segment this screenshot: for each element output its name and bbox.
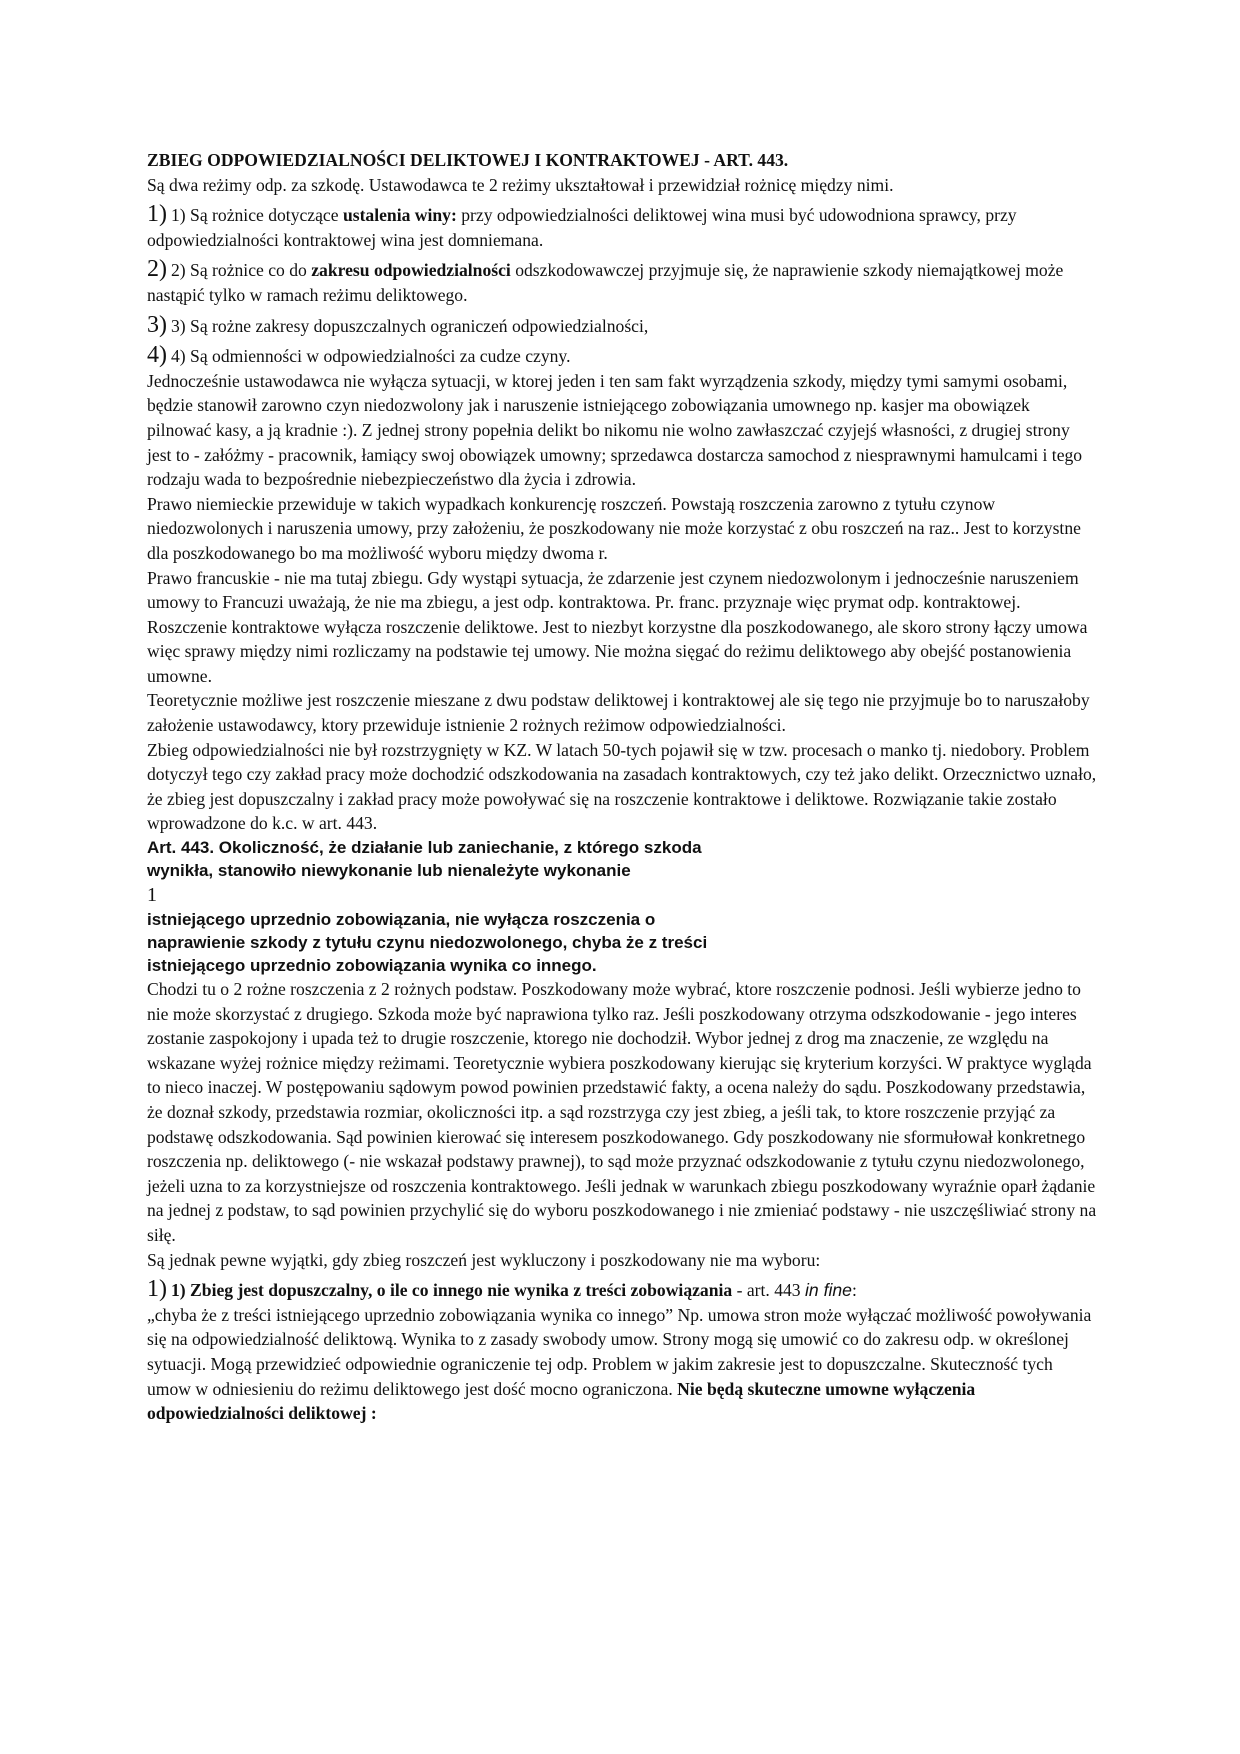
article-quote-line: Art. 443. Okoliczność, że działanie lub zaniechanie, z którego szkoda [147,838,702,858]
document-title: ZBIEG ODPOWIEDZIALNOŚCI DELIKTOWEJ I KONTRAKTOWEJ - ART. 443. [147,150,789,170]
list-item: 3) 3) Są rożne zakresy dopuszczalnych ograniczeń odpowiedzialności, [147,311,649,338]
body-paragraph: Chodzi tu o 2 rożne roszczenia z 2 rożnych podstaw. Poszkodowany może wybrać, ktore roszczenie podnosi. Jeśli wybierze jedno to nie może skorzystać z drugiego. Szkoda może być naprawiona tylko raz. Jeśli poszkodowany otrzyma odszkodowanie - jego interes zostanie zaspokojony i upada też to drugie roszczenie, ktorego nie dochodził. Wybor jednej z drog ma znaczenie, ze względu na wskazane wyżej rożnice między reżimami. Teoretycznie wybiera poszkodowany kierując się kryterium korzyści. W praktyce wygląda to nieco inaczej. W postępowaniu sądowym powod powinien przedstawić fakty, a ocena należy do sądu. Poszkodowany przedstawia, że doznał szkody, przedstawia rozmiar, okoliczności itp. a sąd rozstrzyga czy jest zbieg, a jeśli tak, to ktore roszczenie przyjąć za podstawę odszkodowania. Sąd powinien kierować się interesem poszkodowanego. Gdy poszkodowany nie sformułował konkretnego roszczenia np. deliktowego (- nie wskazał podstawy prawnej), to sąd może przyznać odszkodowanie z tytułu czynu niedozwolonego, jeżeli uzna to za korzystniejsze od roszczenia kontraktowego. Jeśli jednak w warunkach zbiegu poszkodowany wyraźnie oparł żądanie na jednej z podstaw, to sąd powinien przychylić się do wyboru poszkodowanego i nie zmieniać podstawy - nie uszczęśliwiać strony na siłę. [147,979,1097,1245]
body-paragraph: Są jednak pewne wyjątki, gdy zbieg roszczeń jest wykluczony i poszkodowany nie ma wyboru: [147,1249,821,1270]
article-quote-line: wynikła, stanowiło niewykonanie lub nienależyte wykonanie [147,861,631,881]
document-content [147,148,1097,1426]
item-number: 1) [147,201,167,228]
body-paragraph: Zbieg odpowiedzialności nie był rozstrzygnięty w KZ. W latach 50-tych pojawił się w tzw. procesach o manko tj. niedobory. Problem dotyczył tego czy zakład pracy może dochodzić odszkodowania na zasadach kontraktowych, czy też jako delikt. Orzecznictwo uznało, że zbieg jest dopuszczalny i zakład pracy może powoływać się na roszczenie kontraktowe i deliktowe. Rozwiązanie takie zostało wprowadzone do k.c. w art. 443. [147,739,1097,834]
exception-text: „chyba że z treści istniejącego uprzednio zobowiązania wynika co innego” Np. umowa stron może wyłączać możliwość powoływania się na odpowiedzialność deliktową. Wynika to z zasady swobody umow. Strony mogą się umowić co do zakresu odp. w określonej sytuacji. Mogą przewidzieć odpowiednie ograniczenie tej odp. Problem w jakim zakresie jest to dopuszczalne. Skuteczność tych umow w odniesieniu do reżimu deliktowego jest dość mocno ograniczona. Nie będą skuteczne umowne wyłączenia odpowiedzialności deliktowej : [147,1304,1092,1424]
item-number: 1) [147,1276,167,1303]
article-quote-line: istniejącego uprzednio zobowiązania wynika co innego. [147,956,597,976]
article-quote-line: istniejącego uprzednio zobowiązania, nie wyłącza roszczenia o [147,910,656,930]
body-paragraph: Prawo niemieckie przewiduje w takich wypadkach konkurencję roszczeń. Powstają roszczenia zarowno z tytułu czynow niedozwolonych i naruszenia umowy, przy założeniu, że poszkodowany nie może korzystać z obu roszczeń na raz.. Jest to korzystne dla poszkodowanego bo ma możliwość wyboru między dwoma r. [147,493,1081,563]
item-number: 2) [147,256,167,283]
intro-paragraph: Są dwa reżimy odp. za szkodę. Ustawodawca te 2 reżimy ukształtował i przewidział rożnicę między nimi. [147,174,894,195]
body-paragraph: Prawo francuskie - nie ma tutaj zbiegu. Gdy wystąpi sytuacja, że zdarzenie jest czynem niedozwolonym i jednocześnie naruszeniem umowy to Francuzi uważają, że nie ma zbiegu, a jest odp. kontraktowa. Pr. franc. przyznaje więc prymat odp. kontraktowej. Roszczenie kontraktowe wyłącza roszczenie deliktowe. Jest to niezbyt korzystne dla poszkodowanego, ale skoro strony łączy umowa więc sprawy między nimi rozliczamy na podstawie tej umowy. Nie można sięgać do reżimu deliktowego aby obejść postanowienia umowne. [147,567,1088,686]
list-item: 4) 4) Są odmienności w odpowiedzialności za cudze czyny. [147,342,571,369]
item-number: 3) [147,311,167,338]
exception-item: 1) 1) Zbieg jest dopuszczalny, o ile co innego nie wynika z treści zobowiązania - art. 443 in fine: [147,1276,857,1303]
article-quote-line: naprawienie szkody z tytułu czynu niedozwolonego, chyba że z treści [147,933,708,953]
item-number: 4) [147,342,167,369]
body-paragraph: Teoretycznie możliwe jest roszczenie mieszane z dwu podstaw deliktowej i kontraktowej ale się tego nie przyjmuje bo to naruszałoby założenie ustawodawcy, ktory przewiduje istnienie 2 rożnych reżimow odpowiedzialności. [147,690,1090,736]
body-paragraph: Jednocześnie ustawodawca nie wyłącza sytuacji, w ktorej jeden i ten sam fakt wyrządzenia szkody, między tymi samymi osobami, będzie stanowił zarowno czyn niedozwolony jak i naruszenie istniejącego zobowiązania umownego np. kasjer ma obowiązek pilnować kasy, a ją kradnie :). Z jednej strony popełnia delikt bo nikomu nie wolno zawłaszczać czyjejś własności, z drugiej strony jest to - załóżmy - pracownik, łamiący swoj obowiązek umowny; sprzedawca dostarcza samochod z niesprawnymi hamulcami i tego rodzaju wada to bezpośrednie niebezpieczeństwo dla życia i zdrowia. [147,370,1083,490]
list-item: 2) 2) Są rożnice co do zakresu odpowiedzialności odszkodowawczej przyjmuje się, że naprawienie szkody niemajątkowej może nastąpić tylko w ramach reżimu deliktowego. [147,256,1064,305]
list-item: 1) 1) Są rożnice dotyczące ustalenia winy: przy odpowiedzialności deliktowej wina musi być udowodniona sprawcy, przy odpowiedzialności kontraktowej wina jest domniemana. [147,201,1017,250]
footnote-number: 1 [147,884,157,907]
